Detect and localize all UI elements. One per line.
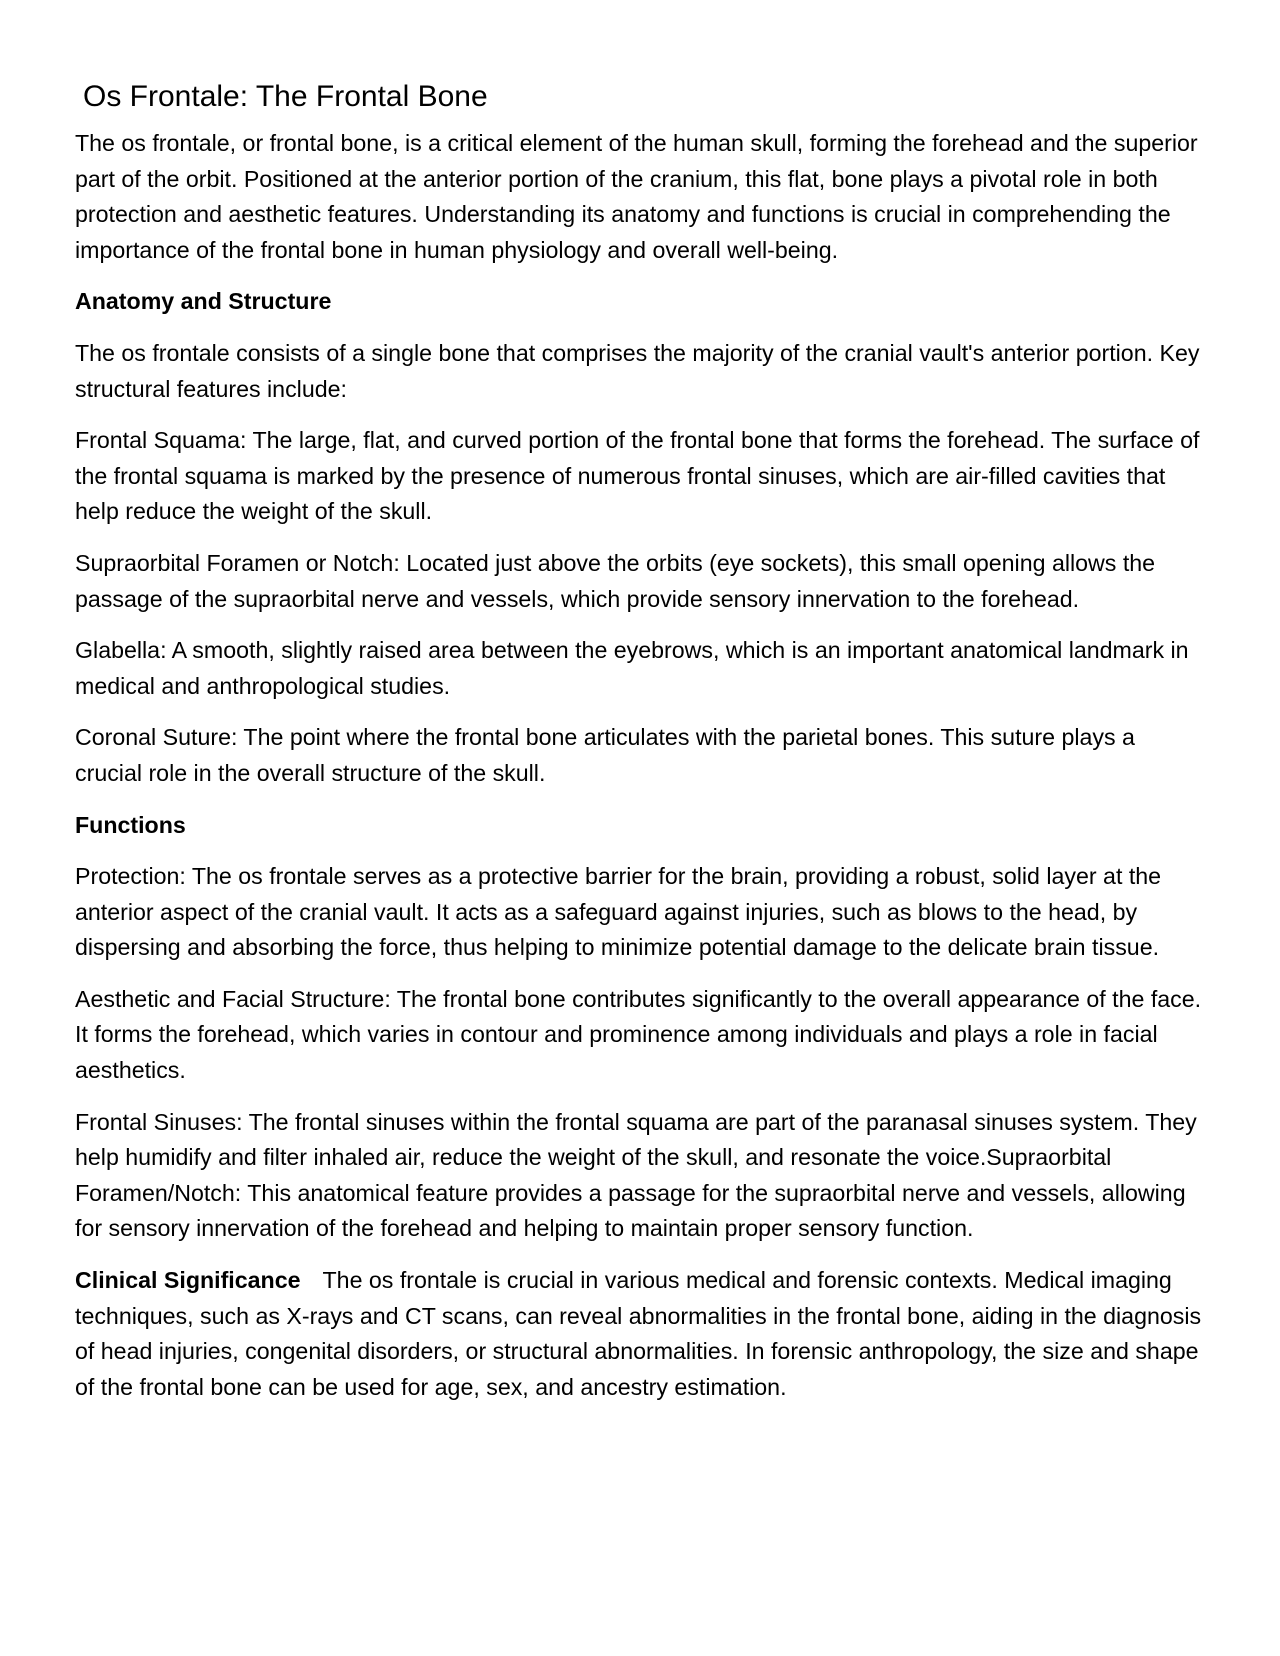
clinical-paragraph bbox=[75, 1263, 1207, 1405]
clinical-heading: Clinical Significance bbox=[75, 1267, 301, 1294]
clinical-text: The os frontale is crucial in various medical and forensic contexts. Medical imaging techniques, such as X-rays and CT scans, can reveal abnormalities in the frontal bone, aiding in the diagnosis of head injuries, congenital disorders, or structural abnormalities. In forensic anthropology, the size and shape of the frontal bone can be used for age, sex, and ancestry estimation. bbox=[75, 1267, 1202, 1400]
anatomy-intro-paragraph: The os frontale consists of a single bone that comprises the majority of the cranial vault's anterior portion. Key structural features include: bbox=[75, 339, 1200, 402]
document-body bbox=[75, 74, 1207, 1421]
document-title: Os Frontale: The Frontal Bone bbox=[83, 80, 488, 113]
intro-paragraph: The os frontale, or frontal bone, is a critical element of the human skull, forming the forehead and the superior part of the orbit. Positioned at the anterior portion of the cranium, this flat, bone plays a pivotal role in both protection and aesthetic features. Understanding its anatomy and functions is crucial in comprehending the importance of the frontal bone in human physiology and overall well-being. bbox=[75, 130, 1198, 263]
anatomy-item-frontal-squama: Frontal Squama: The large, flat, and curved portion of the frontal bone that forms the forehead. The surface of the frontal squama is marked by the presence of numerous frontal sinuses, which are air-filled cavities that help reduce the weight of the skull. bbox=[75, 427, 1200, 525]
functions-heading: Functions bbox=[75, 811, 186, 838]
function-item-protection: Protection: The os frontale serves as a protective barrier for the brain, providing a robust, solid layer at the anterior aspect of the cranial vault. It acts as a safeguard against injuries, such as blows to the head, by dispersing and absorbing the force, thus helping to minimize potential damage to the delicate brain tissue. bbox=[75, 863, 1162, 961]
anatomy-item-coronal-suture: Coronal Suture: The point where the frontal bone articulates with the parietal bones. This suture plays a crucial role in the overall structure of the skull. bbox=[75, 724, 1135, 786]
anatomy-heading: Anatomy and Structure bbox=[75, 288, 332, 315]
anatomy-item-supraorbital-foramen: Supraorbital Foramen or Notch: Located just above the orbits (eye sockets), this small opening allows the passage of the supraorbital nerve and vessels, which provide sensory innervation to the forehead. bbox=[75, 549, 1156, 612]
anatomy-item-glabella: Glabella: A smooth, slightly raised area between the eyebrows, which is an important anatomical landmark in medical and anthropological studies. bbox=[75, 637, 1189, 699]
function-item-aesthetic: Aesthetic and Facial Structure: The frontal bone contributes significantly to the overall appearance of the face. It forms the forehead, which varies in contour and prominence among individuals and plays a role in facial aesthetics. bbox=[75, 985, 1202, 1084]
function-item-frontal-sinuses: Frontal Sinuses: The frontal sinuses within the frontal squama are part of the paranasal sinuses system. They help humidify and filter inhaled air, reduce the weight of the skull, and resonate the voice.Supraorbital Foramen/Notch: This anatomical feature provides a passage for the supraorbital nerve and vessels, allowing for sensory innervation of the forehead and helping to maintain proper sensory function. bbox=[75, 1108, 1197, 1242]
